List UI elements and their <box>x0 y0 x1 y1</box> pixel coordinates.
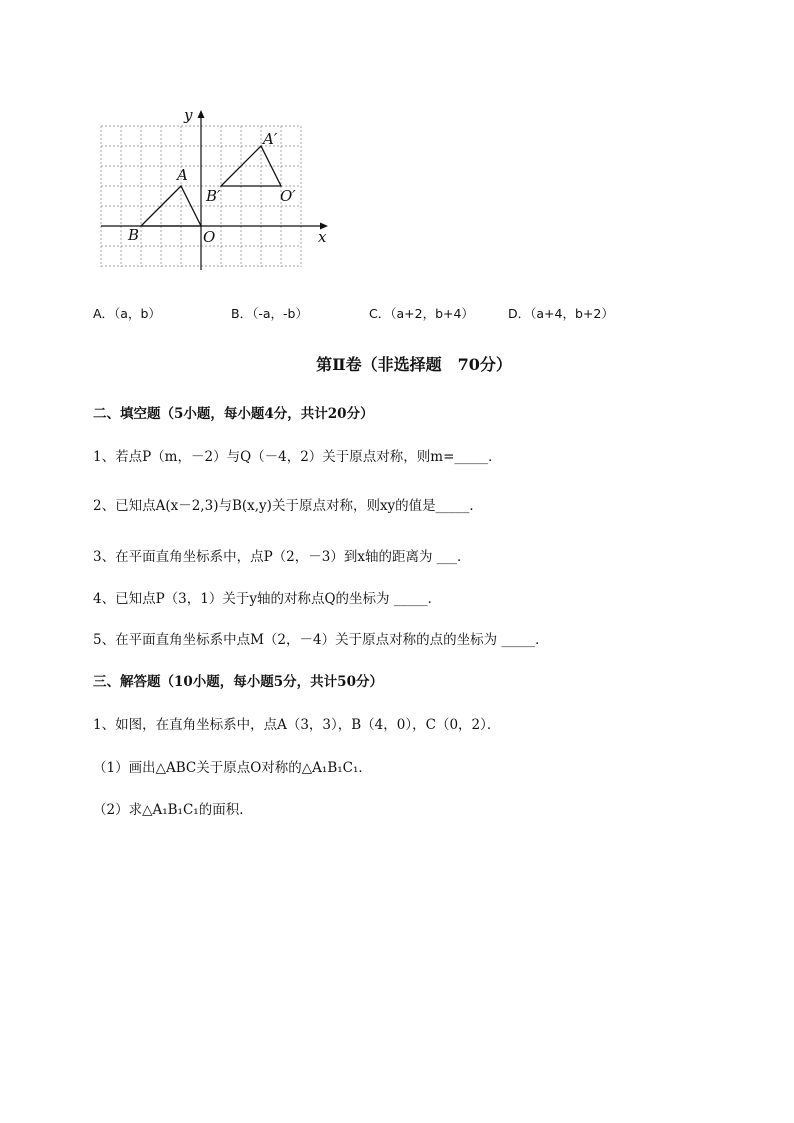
section2-question-1: 1、若点P（m，－2）与Q（－4，2）关于原点对称，则m=_____． <box>93 449 502 465</box>
option-a: A．（a，b） <box>93 306 161 321</box>
option-b: B．（-a，-b） <box>231 306 308 321</box>
y-axis-label: y <box>184 106 193 124</box>
point-o-label: O <box>203 228 216 246</box>
point-o-prime-label: O′ <box>280 187 296 205</box>
section2-question-2: 2、已知点A(x－2,3)与B(x,y)关于原点对称，则xy的值是_____． <box>93 498 483 514</box>
point-b-prime-label: B′ <box>206 187 221 205</box>
section2-question-5: 5、在平面直角坐标系中点M（2，－4）关于原点对称的点的坐标为 _____． <box>93 632 549 648</box>
x-axis-label: x <box>318 228 327 246</box>
point-a-prime-label: A′ <box>263 130 278 148</box>
option-d: D．（a+4，b+2） <box>508 306 614 321</box>
option-c: C．（a+2，b+4） <box>369 306 474 321</box>
point-b-label: B <box>128 226 140 244</box>
section3-question-1: 1、如图，在直角坐标系中，点A（3，3），B（4，0），C（0，2）． <box>93 717 501 733</box>
point-a-label: A <box>177 166 188 184</box>
section2-question-4: 4、已知点P（3，1）关于y轴的对称点Q的坐标为 _____． <box>93 591 442 607</box>
coordinate-figure <box>96 100 336 275</box>
part-title: 第Ⅱ卷（非选择题 70分） <box>316 355 512 374</box>
section3-heading: 三、解答题（10小题，每小题5分，共计50分） <box>93 674 383 690</box>
section3-question-1-part-1: （1）画出△ABC关于原点O对称的△A₁B₁C₁． <box>93 760 372 776</box>
section2-question-3: 3、在平面直角坐标系中，点P（2，－3）到x轴的距离为 ___． <box>93 549 471 565</box>
section3-question-1-part-2: （2）求△A₁B₁C₁的面积． <box>93 802 253 818</box>
section2-heading: 二、填空题（5小题，每小题4分，共计20分） <box>93 406 374 422</box>
